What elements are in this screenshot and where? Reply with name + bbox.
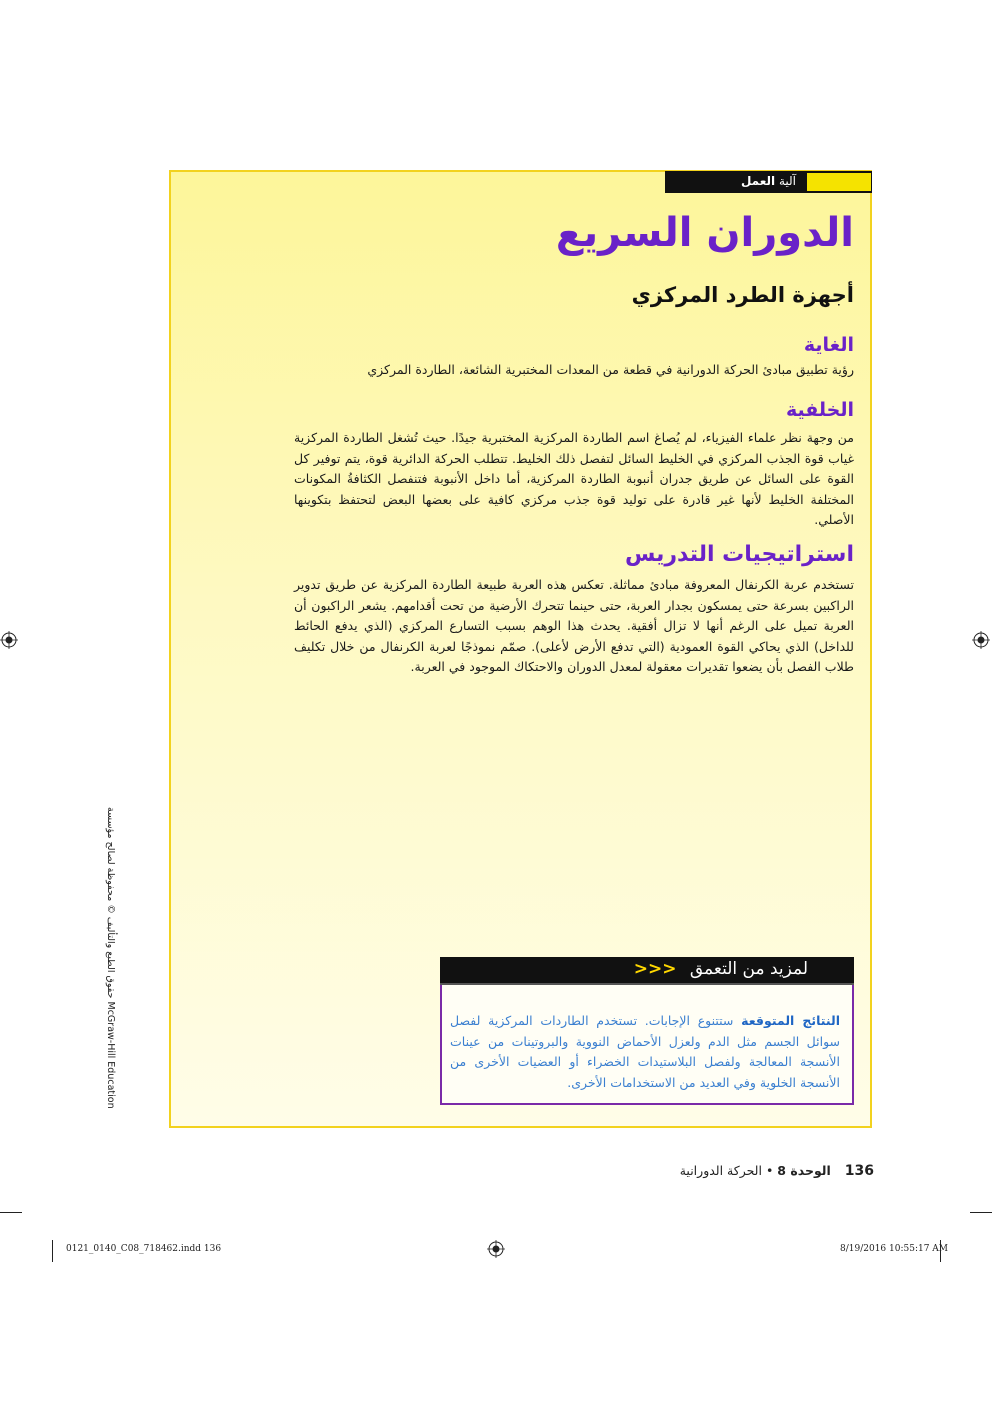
tab-accent (807, 173, 871, 191)
paragraph-teaching-strategies: تستخدم عربة الكرنفال المعروفة مبادئ مماثلة. تعكس هذه العربة طبيعة الطاردة المركزية عن طريق تدوير الراكبين بسرعة حتى يمسكون بجدار العربة، حتى حينما تتحرك الأرضية من تحت أقدامهم. يشعر الراكبون أن العربة تميل على الرغم أنها لا تزال أفقية. يحدث هذا الوهم بسبب التسارع المركزي (الذي يدفع الحائط للداخل) الذي يحاكي القوة العمودية (التي تدفع الأرض لأعلى). صمّم نموذجًا لعربة الكرنفال من خلال تكليف طلاب الفصل بأن يضعوا تقديرات معقولة لمعدل الدوران والاحتكاك الموجود في العربة. (294, 577, 854, 674)
registration-mark-icon (0, 631, 18, 649)
registration-mark-icon (972, 631, 990, 649)
copyright-notice (102, 807, 120, 1127)
heading-background: الخلفية (785, 399, 854, 421)
crop-mark (0, 1212, 22, 1213)
heading-purpose: الغاية (803, 334, 854, 356)
tab-label-bold: العمل (740, 174, 776, 188)
page-title: الدوران السريع (555, 210, 854, 256)
copyright-text: حقوق الطبع والتأليف © محفوظة لصالح مؤسسة McGraw-Hill Education (105, 807, 116, 1109)
further-box (440, 985, 854, 1105)
tab-label-prefix: آلية (778, 174, 796, 188)
section-tab (665, 171, 872, 193)
chapter-name: الحركة الدورانية (679, 1163, 762, 1178)
page-footer (680, 1163, 874, 1179)
heading-teaching-strategies: استراتيجيات التدريس (624, 542, 854, 567)
further-heading-bar (440, 957, 854, 985)
unit-label: الوحدة 8 (777, 1163, 831, 1178)
registration-mark-icon (487, 1240, 505, 1258)
further-arrows: >>> (633, 959, 677, 979)
footer-bullet: • (765, 1163, 774, 1178)
further-heading: لمزيد من التعمق (689, 959, 808, 979)
paragraph-background: من وجهة نظر علماء الفيزياء، لم يُصاغ اسم الطاردة المركزية المختبرية جيدًا. حيث تُشغل الطاردة المركزية غياب قوة الجذب المركزي في الخليط السائل لتفصل ذلك الخليط. تتطلب الحركة الدائرية قوة، يتم توفير كل القوة على السائل عن طريق جدران أنبوبة الطاردة المركزية، أما داخل الأنبوبة فتنفصل الكثافةُ المكونات المختلفة الخليط لأنها غير قادرة على توليد قوة جذب مركزي كافية على بعضها البعض لتحتفظ بتكوينها الأصلي. (294, 430, 854, 527)
expected-results-label: النتائج المتوقعة (741, 1013, 840, 1028)
paragraph-purpose: رؤية تطبيق مبادئ الحركة الدورانية في قطعة من المعدات المختبرية الشائعة، الطاردة المركزي (367, 362, 854, 377)
page-subtitle: أجهزة الطرد المركزي (631, 283, 854, 307)
tab-label (741, 174, 796, 188)
further-paragraph (450, 1011, 840, 1093)
crop-mark (970, 1212, 992, 1213)
expected-results-text: ستتنوع الإجابات. تستخدم الطاردات المركزية لفصل سوائل الجسم مثل الدم ولعزل الأحماض النووية والبروتينات من عينات الأنسجة المعالجة ولفصل البلاستيدات الخضراء أو العضيات الأخرى من الأنسجة الخلوية وفي العديد من الاستخدامات الأخرى. (450, 1013, 840, 1090)
slug-date: 8/19/2016 10:55:17 AM (840, 1244, 949, 1254)
crop-mark (52, 1240, 53, 1262)
page-number: 136 (844, 1163, 874, 1179)
slug-file: 0121_0140_C08_718462.indd 136 (66, 1244, 222, 1254)
